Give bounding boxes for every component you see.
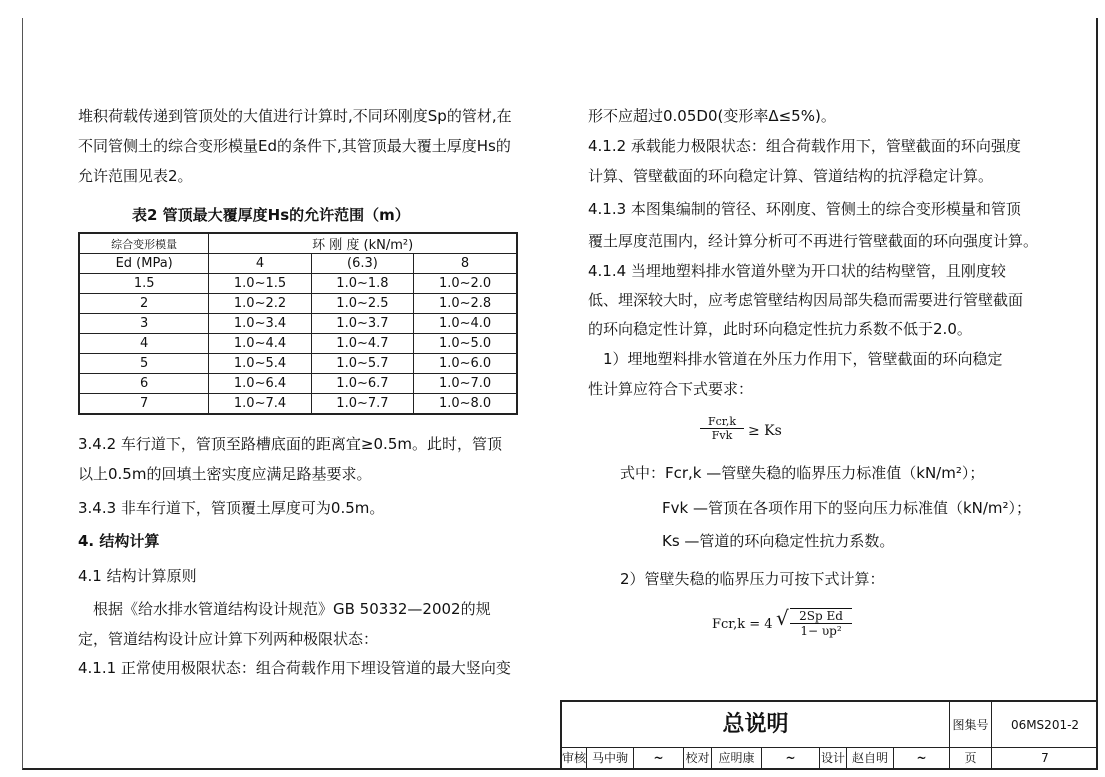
table-cell: 1.0~7.7 (311, 394, 413, 415)
reviewer-signature: ~ (634, 748, 684, 768)
section-heading: 4. 结构计算 (78, 532, 160, 550)
page-label: 页 (950, 748, 992, 768)
table-row (79, 294, 517, 314)
table-row (79, 374, 517, 394)
text-line: 的环向稳定性计算，此时环向稳定性抗力系数不低于2.0。 (588, 320, 972, 338)
title-block (560, 700, 1098, 770)
text-line: 4.1.1 正常使用极限状态：组合荷载作用下埋设管道的最大竖向变 (78, 659, 511, 677)
numerator: 2Sp Ed (799, 609, 843, 623)
text-line: 3.4.3 非车行道下，管顶覆土厚度可为0.5m。 (78, 499, 385, 517)
formula-1-rhs: ≥ Ks (748, 423, 782, 439)
table-cell: 1.0~1.5 (209, 274, 311, 294)
text-line: 4.1.4 当埋地塑料排水管道外壁为开口状的结构壁管，且刚度较 (588, 262, 1006, 280)
designer-signature: ~ (894, 748, 950, 768)
definition: Ks —管道的环向稳定性抗力系数。 (662, 532, 895, 550)
table-cell: 1.5 (79, 274, 209, 294)
table-cell: 4 (79, 334, 209, 354)
table-2 (78, 232, 518, 415)
table-cell: 1.0~6.7 (311, 374, 413, 394)
table-cell: 1.0~4.0 (414, 314, 517, 334)
denominator: Fvk (700, 428, 744, 442)
table-cell: 1.0~2.8 (414, 294, 517, 314)
col-header: (6.3) (311, 254, 413, 274)
table-cell: 1.0~8.0 (414, 394, 517, 415)
text-line: 不同管侧土的综合变形模量Ed的条件下,其管顶最大覆土厚度Hs的 (78, 137, 511, 155)
atlas-number: 06MS201-2 (992, 702, 1098, 748)
table-cell: 1.0~2.2 (209, 294, 311, 314)
table-cell: 7 (79, 394, 209, 415)
col-group-header: 环 刚 度 (kN/m²) (209, 233, 517, 254)
review-label: 审核 (562, 748, 587, 768)
table-cell: 1.0~7.4 (209, 394, 311, 415)
table-title: 表2 管顶最大覆厚度Hs的允许范围（m） (132, 206, 410, 224)
denominator: 1− υp² (790, 623, 852, 638)
sqrt-sign: √ (776, 606, 789, 630)
table-cell: 5 (79, 354, 209, 374)
definition: Fvk —管顶在各项作用下的竖向压力标准值（kN/m²）； (662, 499, 1032, 517)
text-line: 2）管壁失稳的临界压力可按下式计算： (620, 570, 885, 588)
checker-signature: ~ (762, 748, 820, 768)
check-label: 校对 (684, 748, 712, 768)
table-row (79, 334, 517, 354)
table-cell: 3 (79, 314, 209, 334)
page-number: 7 (1041, 751, 1049, 765)
table-cell: 1.0~5.0 (414, 334, 517, 354)
text-line: 形不应超过0.05D0(变形率Δ≤5%)。 (588, 107, 836, 125)
table-cell: 1.0~4.4 (209, 334, 311, 354)
table-cell: 1.0~4.7 (311, 334, 413, 354)
text-line: 性计算应符合下式要求： (588, 380, 754, 398)
table-cell: 1.0~3.7 (311, 314, 413, 334)
table-cell: 1.0~5.4 (209, 354, 311, 374)
table-cell: 1.0~6.4 (209, 374, 311, 394)
table-cell: 1.0~7.0 (414, 374, 517, 394)
table-cell: 1.0~2.5 (311, 294, 413, 314)
formula-2 (790, 608, 852, 638)
text-line: 覆土厚度范围内，经计算分析可不再进行管壁截面的环向强度计算。 (588, 232, 1039, 250)
table-row (79, 314, 517, 334)
checker-name: 应明康 (712, 748, 762, 768)
drawing-title: 总说明 (562, 702, 950, 748)
table-row (79, 394, 517, 415)
table-row (79, 274, 517, 294)
text-line: 根据《给水排水管道结构设计规范》GB 50332—2002的规 (78, 600, 491, 618)
text-line: 3.4.2 车行道下，管顶至路槽底面的距离宜≥0.5m。此时，管顶 (78, 435, 502, 453)
table-cell: 2 (79, 294, 209, 314)
table-row (79, 354, 517, 374)
text-line: 4.1.2 承载能力极限状态：组合荷载作用下，管壁截面的环向强度 (588, 137, 1021, 155)
text-line: 允许范围见表2。 (78, 167, 193, 185)
text-line: 低、埋深较大时，应考虑管壁结构因局部失稳而需要进行管壁截面 (588, 291, 1024, 309)
table-cell: 1.0~2.0 (414, 274, 517, 294)
table-cell: 1.0~5.7 (311, 354, 413, 374)
text-line: 定，管道结构设计应计算下列两种极限状态： (78, 630, 379, 648)
table-cell: 6 (79, 374, 209, 394)
formula-1 (700, 415, 744, 442)
table-cell: 1.0~3.4 (209, 314, 311, 334)
col-header: 4 (209, 254, 311, 274)
formula-2-lhs: Fcr,k = 4 (712, 617, 773, 632)
numerator: Fcr,k (707, 415, 736, 428)
row-header: 综合变形模量 (79, 233, 209, 254)
design-label: 设计 (820, 748, 847, 768)
text-line: 4.1.3 本图集编制的管径、环刚度、管侧土的综合变形模量和管顶 (588, 200, 1021, 218)
text-line: 以上0.5m的回填土密实度应满足路基要求。 (78, 465, 372, 483)
text-line: 计算、管壁截面的环向稳定计算、管道结构的抗浮稳定计算。 (588, 167, 994, 185)
table-cell: 1.0~1.8 (311, 274, 413, 294)
text-line: 堆积荷载传递到管顶处的大值进行计算时,不同环刚度Sp的管材,在 (78, 107, 512, 125)
col-header: 8 (414, 254, 517, 274)
atlas-label: 图集号 (950, 702, 992, 748)
definition: 式中：Fcr,k —管壁失稳的临界压力标准值（kN/m²）； (620, 464, 985, 482)
text-line: 1）埋地塑料排水管道在外压力作用下，管壁截面的环向稳定 (588, 350, 1003, 368)
reviewer-name: 马中驹 (587, 748, 634, 768)
text-line: 4.1 结构计算原则 (78, 567, 197, 585)
row-header: Ed (MPa) (79, 254, 209, 274)
table-cell: 1.0~6.0 (414, 354, 517, 374)
designer-name: 赵自明 (847, 748, 894, 768)
